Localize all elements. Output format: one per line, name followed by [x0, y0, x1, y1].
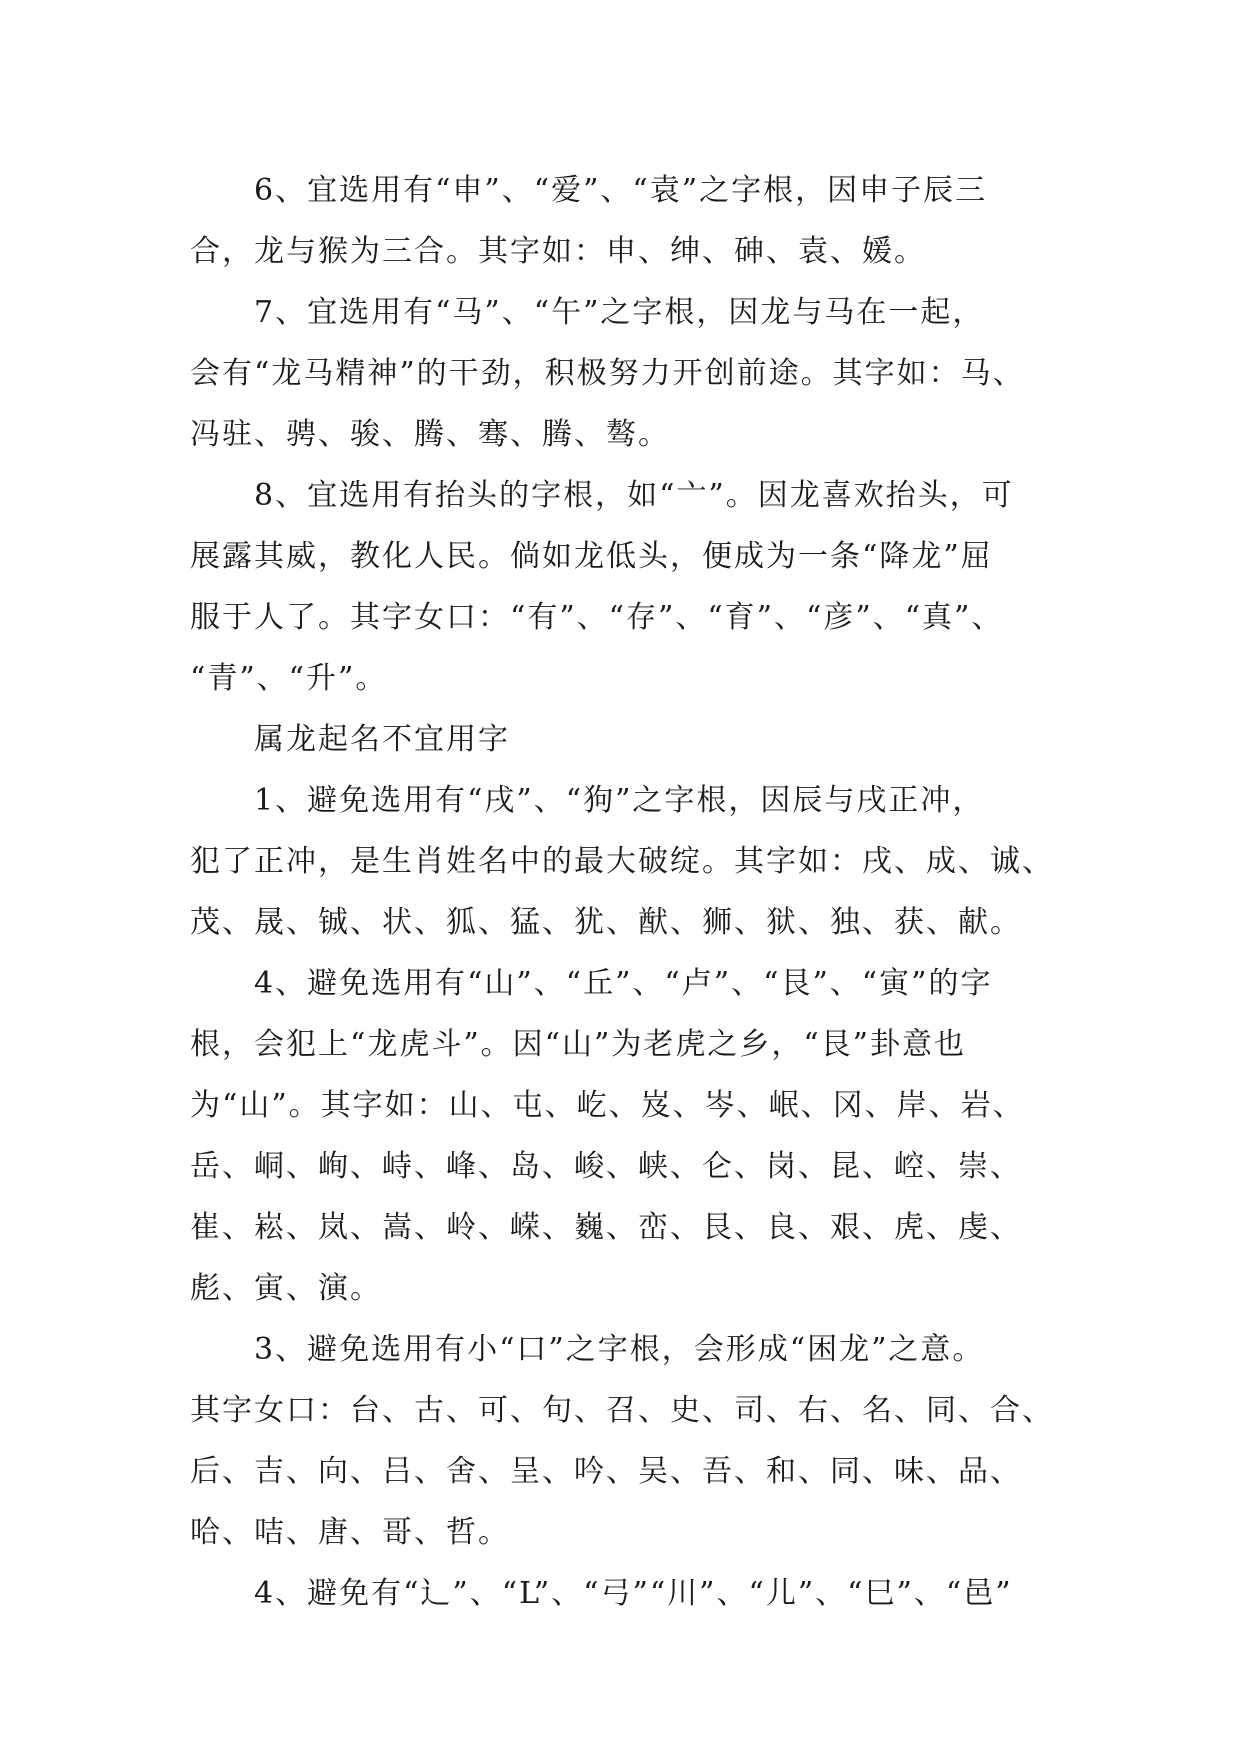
text-line: 3、避免选用有小“口”之字根，会形成“困龙”之意。 [254, 1332, 985, 1367]
text-line: 7、宜选用有“马”、“午”之字根，因龙与马在一起， [254, 295, 985, 330]
text-line: 哈、咭、唐、哥、哲。 [190, 1515, 510, 1550]
text-line: 合，龙与猴为三合。其字如：申、绅、砷、袁、媛。 [190, 234, 926, 269]
text-line: 4、避免选用有“山”、“丘”、“卢”、“艮”、“寅”的字 [254, 966, 993, 1001]
text-line: 会有“龙马精神”的干劲，积极努力开创前途。其字如：马、 [190, 356, 1025, 391]
text-line: 6、宜选用有“申”、“爱”、“袁”之字根，因申子辰三 [254, 173, 988, 208]
text-line: 8、宜选用有抬头的字根，如“亠”。因龙喜欢抬头，可 [254, 478, 1014, 513]
text-line: 为“山”。其字如：山、屯、屹、岌、岑、岷、冈、岸、岩、 [190, 1088, 1025, 1123]
text-line: 展露其威，教化人民。倘如龙低头，便成为一条“降龙”屈 [190, 539, 993, 574]
text-line: 其字女口：台、古、可、句、召、史、司、右、名、同、合、 [190, 1393, 1054, 1428]
text-line: 根，会犯上“龙虎斗”。因“山”为老虎之乡，“艮”卦意也 [190, 1027, 967, 1062]
text-line: 冯驻、骋、骏、腾、骞、腾、骜。 [190, 417, 670, 452]
text-line: 4、避免有“辶”、“L”、“弓”“川”、“儿”、“巳”、“邑” [254, 1576, 1013, 1611]
text-line: 茂、晟、铖、状、狐、猛、犹、猷、狮、狱、独、获、献。 [190, 905, 1022, 940]
text-line: 1、避免选用有“戌”、“狗”之字根，因辰与戌正冲， [254, 783, 985, 818]
text-line: 崔、崧、岚、嵩、岭、嵘、巍、峦、艮、良、艰、虎、虔、 [190, 1210, 1022, 1245]
section-heading: 属龙起名不宜用字 [254, 722, 510, 757]
text-line: 犯了正冲，是生肖姓名中的最大破绽。其字如：戌、成、诚、 [190, 844, 1054, 879]
text-line: 岳、峒、峋、峙、峰、岛、峻、峡、仑、岗、昆、崆、崇、 [190, 1149, 1022, 1184]
text-line: 服于人了。其字女口：“有”、“存”、“育”、“彦”、“真”、 [190, 600, 1004, 635]
text-line: “青”、“升”。 [190, 661, 388, 696]
document-page [190, 160, 1054, 1624]
text-line: 彪、寅、演。 [190, 1271, 382, 1306]
text-line: 后、吉、向、吕、舍、呈、吟、吴、吾、和、同、味、品、 [190, 1454, 1022, 1489]
